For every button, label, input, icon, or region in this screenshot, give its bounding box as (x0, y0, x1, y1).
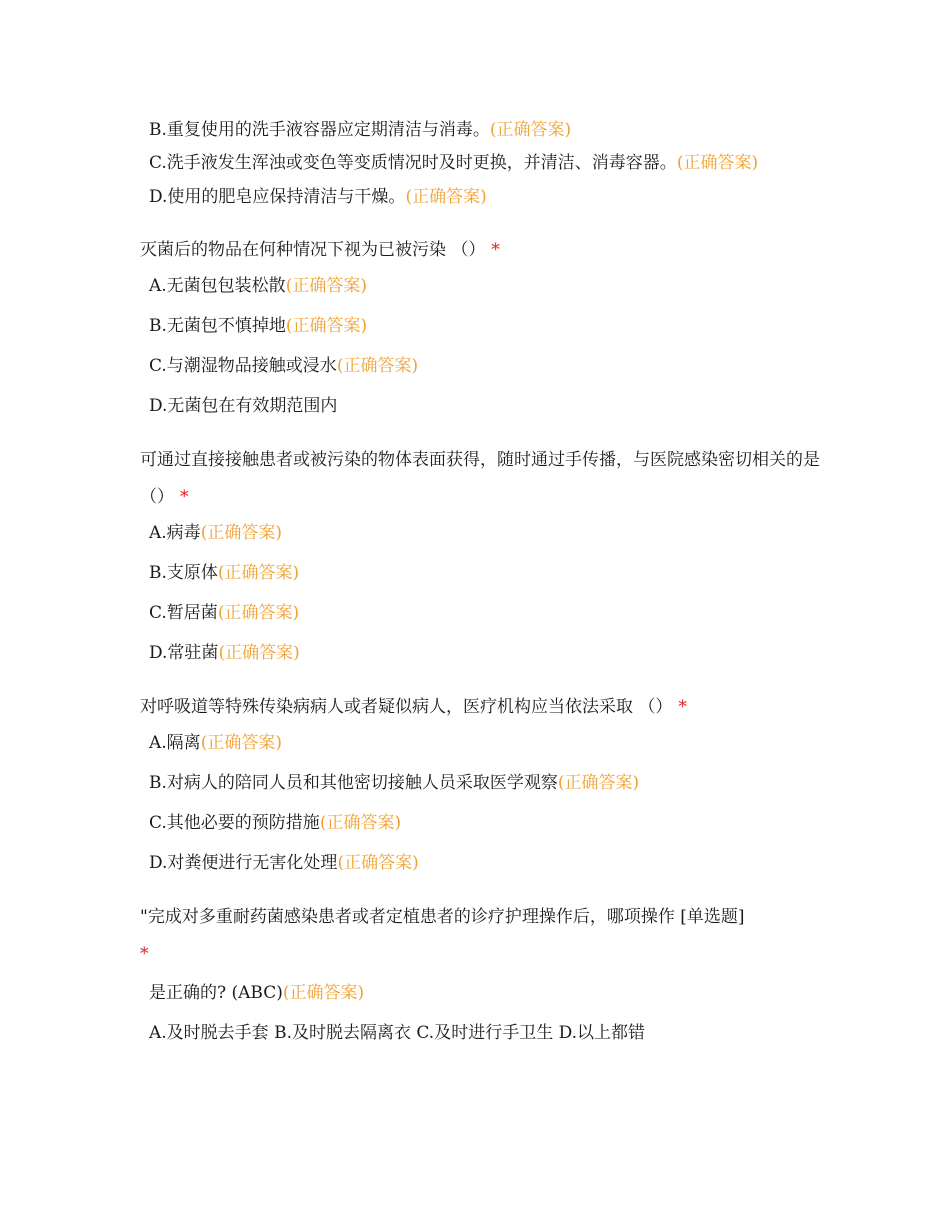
option-text: A.病毒 (149, 523, 201, 543)
option-text: 是正确的? (ABC) (149, 983, 283, 1003)
option-b (149, 314, 820, 338)
option-d (149, 185, 820, 209)
question-block-3 (140, 689, 820, 875)
question-continuation (149, 981, 820, 1005)
correct-answer-tag: (正确答案) (319, 813, 402, 833)
correct-answer-tag: (正确答案) (217, 563, 300, 583)
option-text: C.暂居菌 (149, 603, 218, 623)
correct-answer-tag: (正确答案) (336, 356, 419, 376)
question-block-continued (140, 118, 820, 209)
question-text: 灭菌后的物品在何种情况下视为已被污染 （） (140, 240, 486, 260)
option-b (149, 561, 820, 585)
option-c (149, 151, 820, 175)
required-mark: * (180, 487, 189, 507)
required-mark: * (678, 697, 687, 717)
option-a (149, 731, 820, 755)
required-mark: * (491, 240, 500, 260)
option-a (149, 521, 820, 545)
option-text: B.支原体 (149, 563, 218, 583)
correct-answer-tag: (正确答案) (285, 316, 368, 336)
question-text: "完成对多重耐药菌感染患者或者定植患者的诊疗护理操作后，哪项操作 [单选题] (140, 907, 745, 927)
question-text: 可通过直接接触患者或被污染的物体表面获得，随时通过手传播，与医院感染密切相关的是 （） (140, 450, 820, 507)
document-page (140, 118, 820, 1045)
option-text: B.无菌包不慎掉地 (149, 316, 286, 336)
correct-answer-tag: (正确答案) (557, 773, 640, 793)
correct-answer-tag: (正确答案) (200, 523, 282, 543)
options-line (149, 1021, 820, 1045)
option-text: A.隔离 (149, 733, 201, 753)
question-block-1 (140, 232, 820, 418)
option-c (149, 601, 820, 625)
question-text: 对呼吸道等特殊传染病病人或者疑似病人，医疗机构应当依法采取 （） (140, 697, 673, 717)
required-mark: * (140, 944, 149, 964)
correct-answer-tag: (正确答案) (337, 853, 419, 873)
question-title (140, 689, 820, 726)
correct-answer-tag: (正确答案) (676, 153, 759, 173)
option-a (149, 274, 820, 298)
option-d (149, 851, 820, 875)
question-title (140, 442, 820, 516)
option-c (149, 354, 820, 378)
correct-answer-tag: (正确答案) (217, 603, 300, 623)
option-text: D.无菌包在有效期范围内 (149, 396, 338, 416)
option-text: D.常驻菌 (149, 643, 219, 663)
question-title (140, 232, 820, 269)
correct-answer-tag: (正确答案) (489, 120, 572, 140)
correct-answer-tag: (正确答案) (282, 983, 365, 1003)
option-d (149, 641, 820, 665)
correct-answer-tag: (正确答案) (200, 733, 282, 753)
option-b (149, 771, 820, 795)
option-text: C.其他必要的预防措施 (149, 813, 320, 833)
option-text: D.对粪便进行无害化处理 (149, 853, 338, 873)
question-block-2 (140, 442, 820, 665)
correct-answer-tag: (正确答案) (218, 643, 300, 663)
option-text: A.无菌包包装松散 (149, 276, 286, 296)
option-text: B.对病人的陪同人员和其他密切接触人员采取医学观察 (149, 773, 558, 793)
option-text: C.与潮湿物品接触或浸水 (149, 356, 337, 376)
correct-answer-tag: (正确答案) (405, 187, 487, 207)
option-text: D.使用的肥皂应保持清洁与干燥。 (149, 187, 406, 207)
question-title (140, 899, 820, 973)
question-block-4 (140, 899, 820, 1045)
option-text: C.洗手液发生浑浊或变色等变质情况时及时更换，并清洁、消毒容器。 (149, 153, 677, 173)
option-text: B.重复使用的洗手液容器应定期清洁与消毒。 (149, 120, 490, 140)
option-c (149, 811, 820, 835)
option-d (149, 394, 820, 418)
correct-answer-tag: (正确答案) (285, 276, 367, 296)
option-text: A.及时脱去手套 B.及时脱去隔离衣 C.及时进行手卫生 D.以上都错 (149, 1023, 646, 1043)
option-b (149, 118, 820, 142)
